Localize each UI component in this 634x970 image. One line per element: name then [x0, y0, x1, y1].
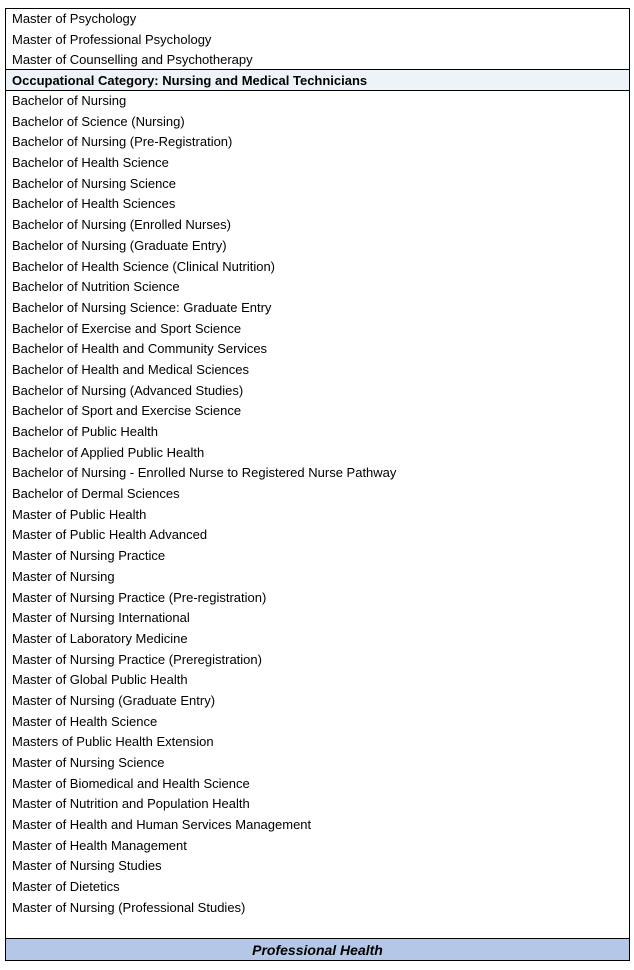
list-item: Bachelor of Science (Nursing) — [12, 113, 185, 129]
list-item: Master of Biomedical and Health Science — [12, 775, 250, 791]
list-item: Bachelor of Health Science (Clinical Nutrition) — [12, 258, 276, 274]
list-item: Master of Public Health Advanced — [12, 527, 208, 543]
list-item: Master of Nursing — [12, 568, 115, 584]
list-item: Master of Nursing Practice (Preregistration) — [12, 651, 262, 667]
list-item: Bachelor of Health Sciences — [12, 196, 176, 212]
list-item: Bachelor of Nursing (Enrolled Nurses) — [12, 217, 231, 233]
list-item: Bachelor of Nursing - Enrolled Nurse to Registered Nurse Pathway — [12, 465, 397, 481]
list-item: Master of Nursing Studies — [12, 858, 162, 874]
list-item: Bachelor of Dermal Sciences — [12, 486, 180, 502]
list-item: Master of Nursing Practice (Pre-registration) — [12, 589, 267, 605]
category-heading: Occupational Category: Nursing and Medical Technicians — [5, 69, 630, 91]
list-item: Bachelor of Exercise and Sport Science — [12, 320, 242, 336]
list-item: Bachelor of Sport and Exercise Science — [12, 403, 242, 419]
list-item: Bachelor of Nursing (Pre-Registration) — [12, 134, 233, 150]
list-item: Master of Nutrition and Population Health — [12, 796, 250, 812]
list-item: Bachelor of Nutrition Science — [12, 279, 180, 295]
list-item: Bachelor of Nursing (Graduate Entry) — [12, 237, 227, 253]
list-item: Bachelor of Public Health — [12, 424, 158, 439]
list-item: Master of Dietetics — [12, 879, 120, 895]
top-items-list — [6, 9, 629, 71]
list-item: Master of Psychology — [12, 11, 137, 26]
list-item: Bachelor of Health Science — [12, 155, 169, 171]
list-item: Bachelor of Nursing — [12, 93, 127, 108]
items-list — [6, 91, 629, 919]
nursing-qualifications-list — [5, 90, 630, 939]
list-item: Master of Nursing Science — [12, 755, 165, 770]
list-item: Master of Nursing Practice — [12, 548, 166, 564]
list-item: Bachelor of Health and Medical Sciences — [12, 361, 250, 377]
list-item: Master of Health Science — [12, 713, 158, 729]
list-item: Bachelor of Nursing (Advanced Studies) — [12, 382, 244, 398]
list-item: Bachelor of Health and Community Services — [12, 341, 268, 357]
list-item: Masters of Public Health Extension — [12, 734, 214, 750]
list-item: Master of Counselling and Psychotherapy — [12, 52, 253, 68]
list-item: Master of Global Public Health — [12, 672, 188, 688]
list-item: Master of Professional Psychology — [12, 31, 212, 47]
section-heading-professional-health: Professional Health — [5, 938, 630, 961]
list-item: Master of Health and Human Services Management — [12, 817, 312, 833]
list-item: Master of Nursing (Graduate Entry) — [12, 692, 216, 708]
list-item: Master of Health Management — [12, 837, 187, 853]
list-item: Master of Public Health — [12, 506, 147, 522]
list-item: Master of Nursing International — [12, 610, 190, 626]
list-item: Bachelor of Applied Public Health — [12, 444, 205, 460]
previous-category-list — [5, 8, 630, 70]
list-item: Bachelor of Nursing Science — [12, 175, 177, 191]
list-item: Master of Laboratory Medicine — [12, 630, 188, 646]
list-item: Master of Nursing (Professional Studies) — [12, 899, 246, 915]
list-item: Bachelor of Nursing Science: Graduate Entry — [12, 299, 272, 315]
